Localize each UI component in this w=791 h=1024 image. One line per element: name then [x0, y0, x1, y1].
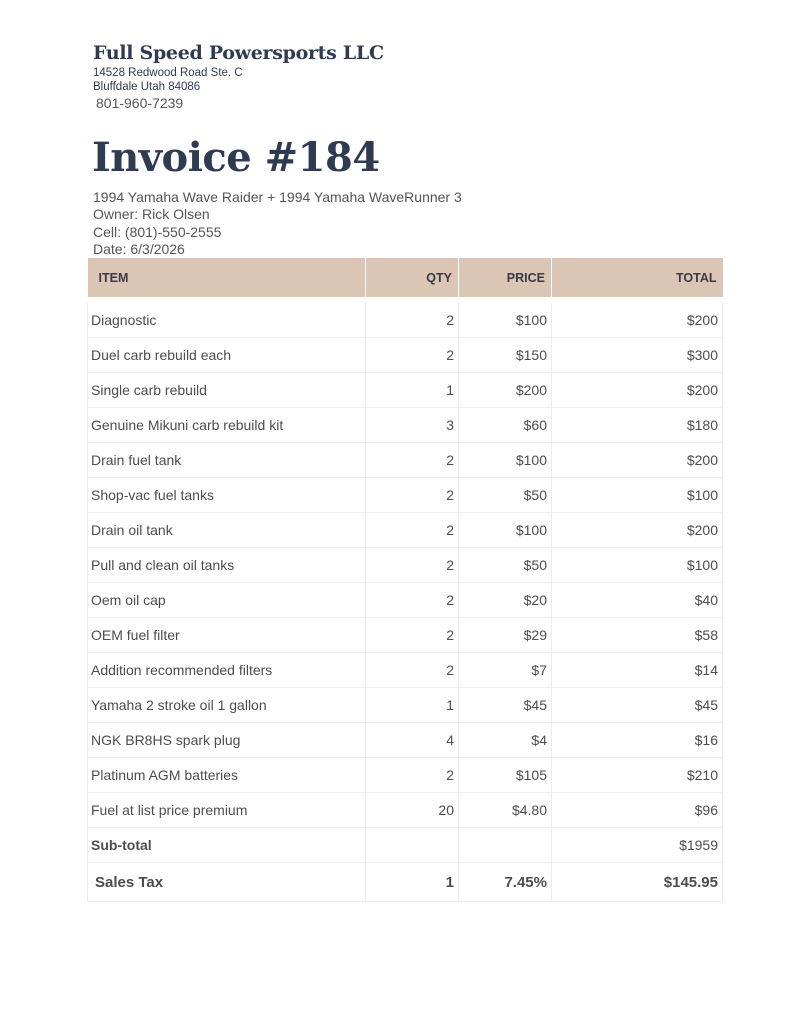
cell-qty: 2: [366, 478, 459, 513]
cell-item: Pull and clean oil tanks: [88, 548, 366, 583]
cell-total: $40: [552, 583, 723, 618]
subtotal-price: [459, 828, 552, 863]
cell-item: Oem oil cap: [88, 583, 366, 618]
table-row: [88, 408, 723, 443]
cell-price: $20: [459, 583, 552, 618]
cell-qty: 2: [366, 513, 459, 548]
cell-price: $7: [459, 653, 552, 688]
table-header-row: [88, 258, 723, 297]
company-address-line2: Bluffdale Utah 84086: [93, 81, 201, 93]
cell-item: Drain fuel tank: [88, 443, 366, 478]
cell-qty: 1: [366, 373, 459, 408]
table-row: [88, 793, 723, 828]
cell-price: $60: [459, 408, 552, 443]
cell-item: NGK BR8HS spark plug: [88, 723, 366, 758]
cell-total: $96: [552, 793, 723, 828]
cell-total: $14: [552, 653, 723, 688]
invoice-date: Date: 6/3/2026: [93, 241, 185, 257]
cell-price: $50: [459, 548, 552, 583]
column-header-total: TOTAL: [552, 258, 723, 297]
cell-item: Drain oil tank: [88, 513, 366, 548]
table-row: [88, 548, 723, 583]
cell-item: Addition recommended filters: [88, 653, 366, 688]
cell-total: $200: [552, 303, 723, 338]
cell-item: OEM fuel filter: [88, 618, 366, 653]
cell-price: $100: [459, 513, 552, 548]
column-header-price: PRICE: [459, 258, 552, 297]
table-row: [88, 303, 723, 338]
cell-qty: 2: [366, 583, 459, 618]
subtotal-row: [88, 828, 723, 863]
cell-item: Yamaha 2 stroke oil 1 gallon: [88, 688, 366, 723]
cell-qty: 2: [366, 338, 459, 373]
cell-price: $4: [459, 723, 552, 758]
table-row: [88, 338, 723, 373]
cell-item: Genuine Mikuni carb rebuild kit: [88, 408, 366, 443]
cell-item: Diagnostic: [88, 303, 366, 338]
cell-qty: 2: [366, 618, 459, 653]
cell-price: $105: [459, 758, 552, 793]
company-address-line1: 14528 Redwood Road Ste. C: [93, 67, 243, 79]
cell-total: $200: [552, 513, 723, 548]
table-row: [88, 443, 723, 478]
owner-cell: Cell: (801)-550-2555: [93, 224, 222, 240]
cell-qty: 3: [366, 408, 459, 443]
cell-qty: 20: [366, 793, 459, 828]
cell-price: $45: [459, 688, 552, 723]
cell-item: Fuel at list price premium: [88, 793, 366, 828]
subtotal-total: $1959: [552, 828, 723, 863]
cell-price: $29: [459, 618, 552, 653]
cell-price: $200: [459, 373, 552, 408]
table-row: [88, 478, 723, 513]
sales-tax-label: Sales Tax: [88, 863, 366, 902]
cell-item: Duel carb rebuild each: [88, 338, 366, 373]
table-row: [88, 723, 723, 758]
cell-price: $100: [459, 303, 552, 338]
table-row: [88, 653, 723, 688]
sales-tax-row: [88, 863, 723, 902]
cell-qty: 1: [366, 688, 459, 723]
table-row: [88, 583, 723, 618]
cell-qty: 2: [366, 548, 459, 583]
cell-qty: 2: [366, 653, 459, 688]
invoice-title: Invoice #184: [92, 134, 380, 181]
cell-total: $45: [552, 688, 723, 723]
table-row: [88, 513, 723, 548]
sales-tax-total: $145.95: [552, 863, 723, 902]
cell-qty: 2: [366, 303, 459, 338]
cell-price: $150: [459, 338, 552, 373]
cell-total: $180: [552, 408, 723, 443]
cell-total: $200: [552, 443, 723, 478]
company-name: Full Speed Powersports LLC: [93, 42, 384, 64]
cell-total: $300: [552, 338, 723, 373]
cell-total: $16: [552, 723, 723, 758]
subtotal-qty: [366, 828, 459, 863]
cell-total: $200: [552, 373, 723, 408]
sales-tax-rate: 7.45%: [459, 863, 552, 902]
vehicle-description: 1994 Yamaha Wave Raider + 1994 Yamaha WaveRunner 3: [93, 189, 462, 205]
table-row: [88, 373, 723, 408]
cell-qty: 2: [366, 758, 459, 793]
invoice-items-table: [87, 258, 723, 902]
cell-total: $100: [552, 548, 723, 583]
cell-total: $100: [552, 478, 723, 513]
table-row: [88, 618, 723, 653]
company-phone: 801-960-7239: [96, 95, 184, 111]
cell-qty: 4: [366, 723, 459, 758]
cell-price: $4.80: [459, 793, 552, 828]
owner-name: Owner: Rick Olsen: [93, 206, 210, 222]
sales-tax-qty: 1: [366, 863, 459, 902]
cell-qty: 2: [366, 443, 459, 478]
cell-price: $50: [459, 478, 552, 513]
cell-item: Shop-vac fuel tanks: [88, 478, 366, 513]
table-row: [88, 758, 723, 793]
cell-item: Platinum AGM batteries: [88, 758, 366, 793]
column-header-item: ITEM: [88, 258, 366, 297]
subtotal-label: Sub-total: [88, 828, 366, 863]
column-header-qty: QTY: [366, 258, 459, 297]
cell-total: $210: [552, 758, 723, 793]
cell-item: Single carb rebuild: [88, 373, 366, 408]
table-row: [88, 688, 723, 723]
cell-price: $100: [459, 443, 552, 478]
cell-total: $58: [552, 618, 723, 653]
